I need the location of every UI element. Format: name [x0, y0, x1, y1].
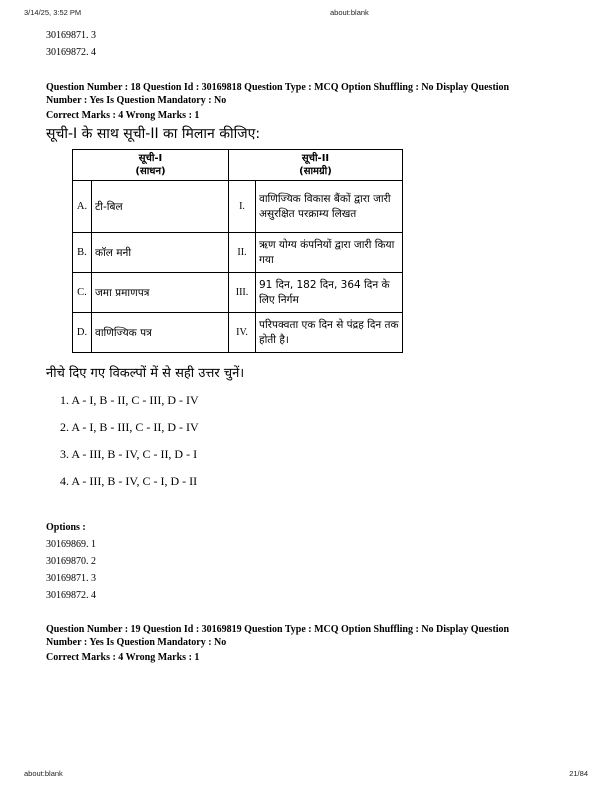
- option-id-3: 30169871. 3: [46, 30, 96, 41]
- q18-meta-line1: Question Number : 18 Question Id : 30169818 Question Type : MCQ Option Shuffling : No Display Question: [46, 82, 510, 93]
- row-item: वाणिज्यिक पत्र: [92, 313, 229, 353]
- table-row: [73, 313, 403, 353]
- row-match: परिपक्वता एक दिन से पंद्रह दिन तक होती है।: [256, 313, 403, 353]
- choice-2: 2. A - I, B - III, C - II, D - IV: [60, 420, 199, 434]
- q18-instruction: नीचे दिए गए विकल्पों में से सही उत्तर चुनें।: [46, 366, 245, 381]
- q18-question-image: [44, 124, 424, 489]
- q18-title: सूची-I के साथ सूची-II का मिलान कीजिए:: [46, 126, 261, 142]
- row-label: C.: [73, 273, 92, 313]
- list2-title: सूची-II: [301, 153, 330, 164]
- choice-4: 4. A - III, B - IV, C - I, D - II: [60, 474, 198, 488]
- row-item: टी-बिल: [92, 181, 229, 233]
- row-match: ऋण योग्य कंपनियों द्वारा जारी किया गया: [256, 233, 403, 273]
- list2-subtitle: (सामग्री): [299, 166, 332, 177]
- row-label: D.: [73, 313, 92, 353]
- q19-meta-line2: Number : Yes Is Question Mandatory : No: [46, 637, 227, 648]
- row-number: IV.: [229, 313, 256, 353]
- option-id-3: 30169871. 3: [46, 573, 96, 584]
- option-id-2: 30169870. 2: [46, 556, 96, 567]
- row-match: 91 दिन, 182 दिन, 364 दिन के लिए निर्गम: [256, 273, 403, 313]
- row-item: कॉल मनी: [92, 233, 229, 273]
- choice-3: 3. A - III, B - IV, C - II, D - I: [60, 447, 198, 461]
- options-label: Options :: [46, 522, 86, 533]
- row-item: जमा प्रमाणपत्र: [92, 273, 229, 313]
- q19-marks: Correct Marks : 4 Wrong Marks : 1: [46, 652, 200, 663]
- q19-meta-line1: Question Number : 19 Question Id : 30169819 Question Type : MCQ Option Shuffling : No Display Question: [46, 624, 510, 635]
- list1-subtitle: (साधन): [135, 166, 166, 177]
- row-label: B.: [73, 233, 92, 273]
- choice-1: 1. A - I, B - II, C - III, D - IV: [60, 393, 199, 407]
- page-number: 21/84: [569, 769, 588, 778]
- list1-header: [73, 150, 229, 181]
- row-match: वाणिज्यिक विकास बैंकों द्वारा जारी असुरक्षित परक्राम्य लिखत: [256, 181, 403, 233]
- q18-meta: [46, 81, 566, 122]
- print-timestamp: 3/14/25, 3:52 PM: [24, 8, 82, 17]
- row-number: II.: [229, 233, 256, 273]
- list1-title: सूची-I: [138, 153, 163, 164]
- print-title: about:blank: [330, 8, 369, 17]
- q19-meta: [46, 623, 566, 664]
- row-label: A.: [73, 181, 92, 233]
- row-number: III.: [229, 273, 256, 313]
- q18-meta-line2: Number : Yes Is Question Mandatory : No: [46, 95, 227, 106]
- option-id-4: 30169872. 4: [46, 47, 96, 58]
- list2-header: [229, 150, 403, 181]
- match-table: [72, 149, 403, 353]
- q18-marks: Correct Marks : 4 Wrong Marks : 1: [46, 110, 200, 121]
- footer-url: about:blank: [24, 769, 63, 778]
- table-row: [73, 181, 403, 233]
- match-table-header: [73, 150, 403, 181]
- option-id-1: 30169869. 1: [46, 539, 96, 550]
- row-number: I.: [229, 181, 256, 233]
- table-row: [73, 273, 403, 313]
- table-row: [73, 233, 403, 273]
- option-id-4: 30169872. 4: [46, 590, 96, 601]
